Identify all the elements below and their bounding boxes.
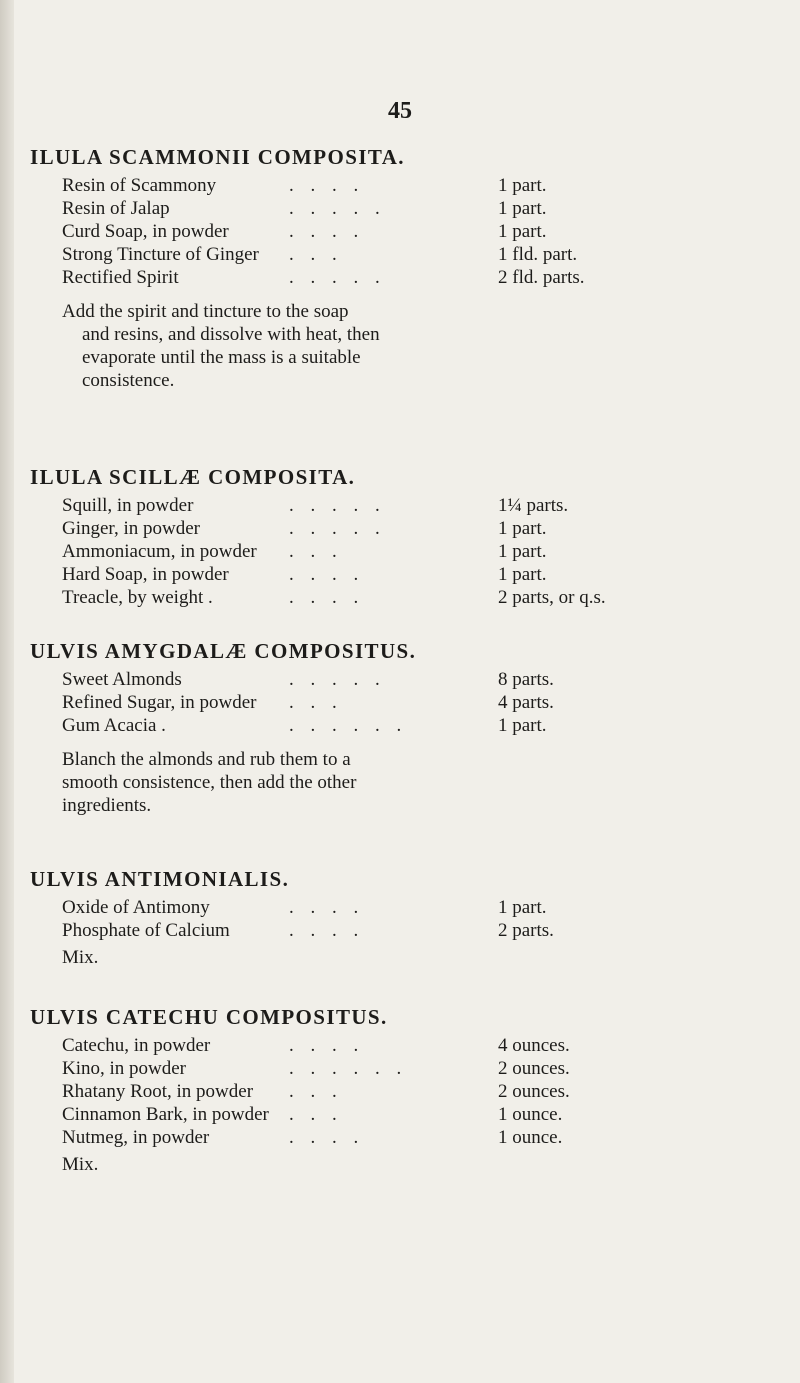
ingredient-quantity: 1 part.: [498, 564, 547, 585]
ingredient-name: Phosphate of Calcium: [62, 920, 230, 941]
ingredient-row: [62, 563, 782, 586]
recipe-pulvis-amygdalae: [22, 634, 782, 817]
ingredient-row: [62, 691, 782, 714]
ingredient-name: Refined Sugar, in powder: [62, 692, 257, 713]
recipe-pulvis-antimonialis: [22, 862, 782, 969]
note-line: smooth consistence, then add the other: [62, 772, 357, 793]
leader-dots: . . .: [289, 1104, 343, 1125]
ingredient-name: Strong Tincture of Ginger: [62, 244, 259, 265]
ingredient-row: [62, 197, 782, 220]
ingredient-name: Ginger, in powder: [62, 518, 201, 539]
leader-dots: . . .: [289, 1081, 343, 1102]
leader-dots: . . . .: [289, 897, 365, 918]
ingredient-quantity: 1 ounce.: [498, 1104, 563, 1125]
ingredient-row: [62, 266, 782, 289]
ingredient-quantity: 1¼ parts.: [498, 495, 569, 516]
ingredient-row: [62, 220, 782, 243]
recipe-heading: ILULA SCAMMONII COMPOSITA.: [30, 145, 405, 169]
recipe-heading: ULVIS CATECHU COMPOSITUS.: [30, 1005, 388, 1029]
ingredient-row: [62, 1057, 782, 1080]
ingredient-name: Ammoniacum, in powder: [62, 541, 257, 562]
ingredient-row: [62, 540, 782, 563]
ingredient-name: Treacle, by weight .: [62, 587, 213, 608]
ingredient-list: [62, 1034, 782, 1149]
preparation-note: [62, 300, 532, 392]
preparation-note: [62, 748, 532, 817]
leader-dots: . . . . . .: [289, 715, 408, 736]
ingredient-quantity: 2 parts, or q.s.: [498, 587, 606, 608]
ingredient-quantity: 1 part.: [498, 518, 547, 539]
ingredient-row: [62, 243, 782, 266]
ingredient-row: [62, 919, 782, 942]
ingredient-name: Hard Soap, in powder: [62, 564, 229, 585]
ingredient-name: Curd Soap, in powder: [62, 221, 229, 242]
ingredient-row: [62, 1103, 782, 1126]
recipe-pilula-scillae: [22, 460, 782, 609]
ingredient-row: [62, 586, 782, 609]
leader-dots: . . . . .: [289, 495, 386, 516]
ingredient-quantity: 2 fld. parts.: [498, 267, 585, 288]
ingredient-name: Rectified Spirit: [62, 267, 179, 288]
leader-dots: . . . .: [289, 587, 365, 608]
ingredient-quantity: 1 part.: [498, 175, 547, 196]
leader-dots: . . .: [289, 692, 343, 713]
ingredient-list: [62, 668, 782, 737]
ingredient-name: Catechu, in powder: [62, 1035, 211, 1056]
ingredient-name: Squill, in powder: [62, 495, 194, 516]
recipe-pulvis-catechu: [22, 1000, 782, 1176]
ingredient-name: Kino, in powder: [62, 1058, 187, 1079]
ingredient-row: [62, 1126, 782, 1149]
note-line: Blanch the almonds and rub them to a: [62, 749, 351, 770]
ingredient-quantity: 2 ounces.: [498, 1081, 570, 1102]
note-line: consistence.: [82, 370, 175, 391]
recipe-pilula-scammonii: [22, 140, 782, 392]
ingredient-row: [62, 1080, 782, 1103]
ingredient-quantity: 2 ounces.: [498, 1058, 570, 1079]
note-line: ingredients.: [62, 795, 152, 816]
leader-dots: . . . .: [289, 920, 365, 941]
ingredient-list: [62, 494, 782, 609]
note-line: and resins, and dissolve with heat, then: [82, 324, 380, 345]
book-spine-edge: [0, 0, 14, 1383]
recipe-heading: ULVIS AMYGDALÆ COMPOSITUS.: [30, 639, 417, 663]
page-number: 45: [388, 98, 412, 124]
leader-dots: . . . . .: [289, 267, 386, 288]
ingredient-name: Nutmeg, in powder: [62, 1127, 210, 1148]
leader-dots: . . . .: [289, 1127, 365, 1148]
ingredient-quantity: 1 part.: [498, 198, 547, 219]
ingredient-quantity: 2 parts.: [498, 920, 554, 941]
ingredient-row: [62, 668, 782, 691]
leader-dots: . . . . .: [289, 518, 386, 539]
ingredient-name: Resin of Jalap: [62, 198, 170, 219]
leader-dots: . . . .: [289, 221, 365, 242]
ingredient-quantity: 1 fld. part.: [498, 244, 578, 265]
ingredient-name: Gum Acacia .: [62, 715, 166, 736]
ingredient-name: Cinnamon Bark, in powder: [62, 1104, 269, 1125]
ingredient-quantity: 1 part.: [498, 541, 547, 562]
recipe-heading: ILULA SCILLÆ COMPOSITA.: [30, 465, 356, 489]
ingredient-list: [62, 174, 782, 289]
leader-dots: . . . .: [289, 564, 365, 585]
ingredient-name: Oxide of Antimony: [62, 897, 210, 918]
ingredient-row: [62, 517, 782, 540]
leader-dots: . . .: [289, 244, 343, 265]
leader-dots: . . . . .: [289, 198, 386, 219]
ingredient-row: [62, 494, 782, 517]
ingredient-row: [62, 1034, 782, 1057]
ingredient-quantity: 8 parts.: [498, 669, 554, 690]
ingredient-quantity: 1 part.: [498, 897, 547, 918]
ingredient-row: [62, 174, 782, 197]
leader-dots: . . . . . .: [289, 1058, 408, 1079]
ingredient-quantity: 1 part.: [498, 715, 547, 736]
leader-dots: . . . .: [289, 1035, 365, 1056]
ingredient-list: [62, 896, 782, 942]
mix-instruction: Mix.: [62, 1154, 99, 1175]
ingredient-row: [62, 714, 782, 737]
ingredient-name: Resin of Scammony: [62, 175, 217, 196]
note-line: evaporate until the mass is a suitable: [82, 347, 361, 368]
ingredient-quantity: 4 ounces.: [498, 1035, 570, 1056]
recipe-heading: ULVIS ANTIMONIALIS.: [30, 867, 290, 891]
leader-dots: . . . . .: [289, 669, 386, 690]
ingredient-quantity: 4 parts.: [498, 692, 554, 713]
mix-instruction: Mix.: [62, 947, 99, 968]
leader-dots: . . . .: [289, 175, 365, 196]
leader-dots: . . .: [289, 541, 343, 562]
ingredient-name: Rhatany Root, in powder: [62, 1081, 254, 1102]
ingredient-quantity: 1 part.: [498, 221, 547, 242]
ingredient-quantity: 1 ounce.: [498, 1127, 563, 1148]
ingredient-name: Sweet Almonds: [62, 669, 182, 690]
ingredient-row: [62, 896, 782, 919]
note-line: Add the spirit and tincture to the soap: [62, 301, 349, 322]
